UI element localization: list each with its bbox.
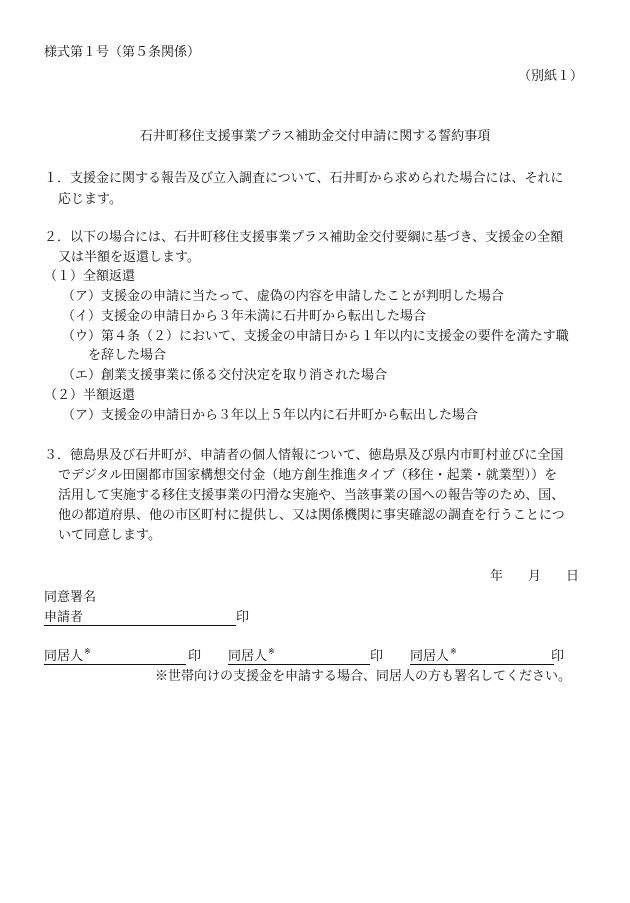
note-mark: ※: [84, 647, 91, 656]
section-2-line-2: 又は半額を返還します。: [58, 250, 200, 265]
date-day-label: 日: [566, 569, 580, 584]
attachment-label: （別紙１）: [518, 69, 584, 84]
section-2-line-1: ２．以下の場合には、石井町移住支援事業プラス補助金交付要綱に基づき、支援金の全額: [44, 230, 564, 245]
section-3-line-5: いて同意します。: [58, 528, 161, 543]
form-number: 様式第１号（第５条関係）: [44, 45, 201, 60]
section-3-line-1: ３．徳島県及び石井町が、申請者の個人情報について、徳島県及び県内市町村並びに全国: [44, 448, 564, 463]
section-2-item-i: （イ）支援金の申請日から３年未満に石井町から転出した場合: [62, 309, 427, 324]
signature-heading: 同意署名: [44, 590, 97, 605]
page-title: 石井町移住支援事業プラス補助金交付申請に関する誓約事項: [139, 129, 491, 144]
cohabitant-1-label: 同居人※: [44, 647, 91, 664]
section-3-line-2: でデジタル田園都市国家構想交付金（地方創生推進タイプ（移住・起業・就業型））を: [58, 468, 558, 483]
cohabitant-3-signature-line[interactable]: [410, 664, 554, 665]
note-mark: ※: [268, 647, 275, 656]
cohabitant-2-label: 同居人※: [228, 647, 275, 664]
cohabitant-1-seal: 印: [188, 649, 202, 664]
cohabitant-2-signature-line[interactable]: [228, 664, 370, 665]
cohabitant-3-label: 同居人※: [410, 647, 457, 664]
cohabitant-1-signature-line[interactable]: [44, 664, 186, 665]
applicant-signature-line[interactable]: [44, 625, 236, 626]
section-2-item-a: （ア）支援金の申請に当たって、虚偽の内容を申請したことが判明した場合: [62, 289, 504, 304]
section-2-item-u-line-1: （ウ）第４条（２）において、支援金の申請日から１年以内に支援金の要件を満たす職: [62, 329, 569, 344]
section-2-sub-2-item-a: （ア）支援金の申請日から３年以上５年以内に石井町から転出した場合: [62, 408, 479, 423]
cohabitant-2-seal: 印: [370, 649, 384, 664]
applicant-label: 申請者: [44, 610, 84, 625]
household-note: ※世帯向けの支援金を申請する場合、同居人の方も署名してください。: [155, 669, 572, 684]
section-2-item-u-line-2: を辞した場合: [88, 348, 167, 363]
applicant-seal: 印: [236, 610, 250, 625]
section-1-line-2: 応じます。: [58, 192, 122, 207]
date-year-label: 年: [490, 569, 504, 584]
note-mark: ※: [450, 647, 457, 656]
date-month-label: 月: [528, 569, 542, 584]
section-3-line-3: 活用して実施する移住支援事業の円滑な実施や、当該事業の国への報告等のため、国、: [58, 488, 565, 503]
section-1-line-1: １．支援金に関する報告及び立入調査について、石井町から求められた場合には、それに: [44, 171, 564, 186]
section-2-sub-1-heading: （１）全額返還: [44, 269, 136, 284]
cohabitant-3-seal: 印: [551, 649, 565, 664]
section-3-line-4: 他の都道府県、他の市区町村に提供し、又は関係機関に事実確認の調査を行うことにつ: [58, 508, 565, 523]
section-2-item-e: （エ）創業支援事業に係る交付決定を取り消された場合: [62, 368, 388, 383]
section-2-sub-2-heading: （２）半額返還: [44, 388, 136, 403]
